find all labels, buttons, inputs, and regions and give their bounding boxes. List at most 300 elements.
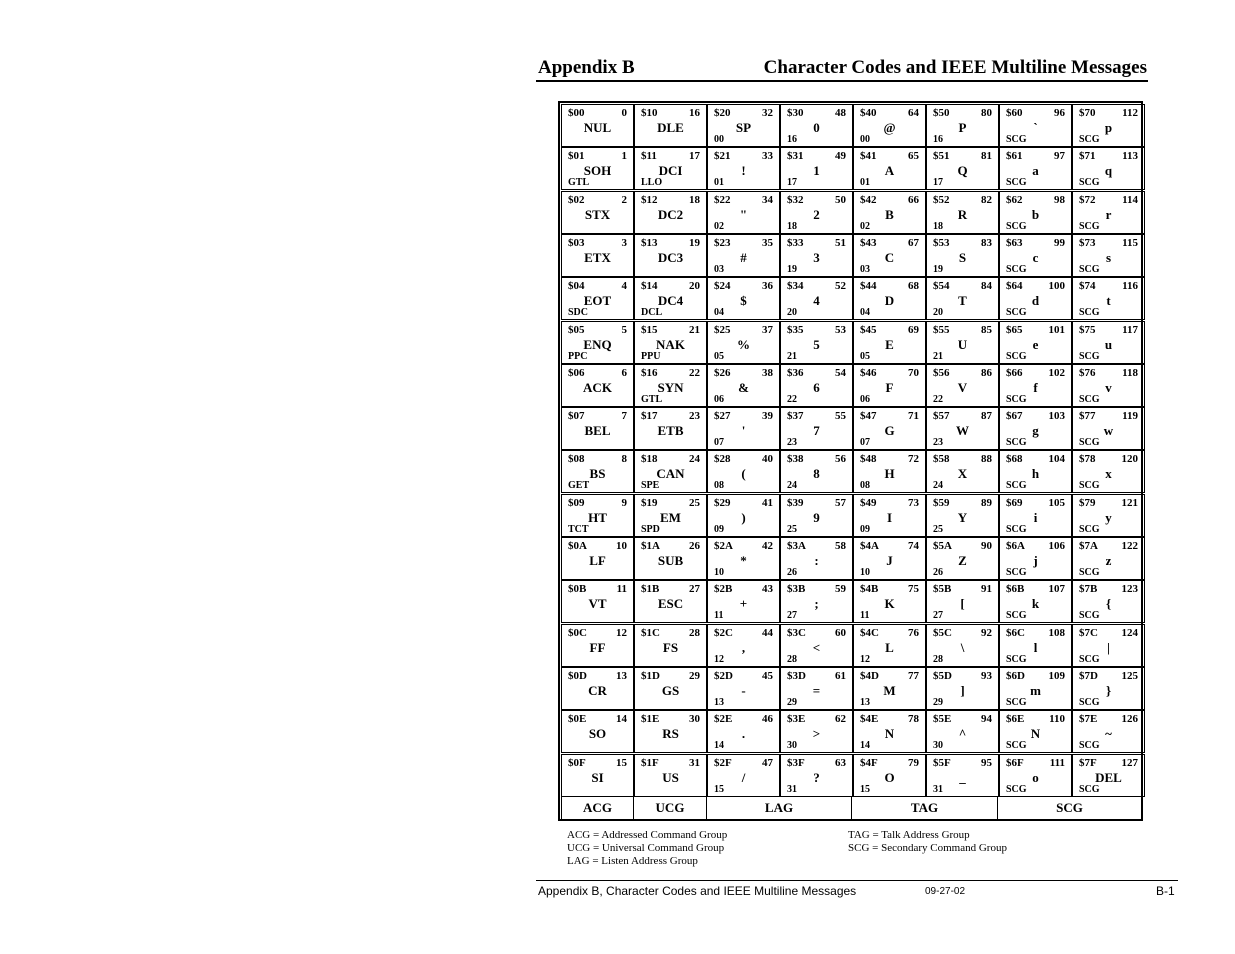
code-hex: $73 — [1079, 237, 1096, 249]
code-grid — [561, 104, 1142, 794]
code-address: SCG — [1006, 437, 1027, 448]
code-address: DCL — [641, 307, 663, 318]
code-cell — [926, 277, 999, 320]
code-hex: $6C — [1006, 627, 1025, 639]
code-decimal: 11 — [616, 583, 627, 595]
code-decimal: 122 — [1121, 540, 1138, 552]
code-address: 20 — [933, 307, 943, 318]
code-address: 24 — [933, 480, 943, 491]
code-cell — [1072, 147, 1145, 190]
code-decimal: 98 — [1054, 194, 1065, 206]
code-address: 14 — [714, 740, 724, 751]
code-character: H — [884, 466, 895, 481]
code-decimal: 107 — [1048, 583, 1065, 595]
code-decimal: 113 — [1122, 150, 1138, 162]
code-hex: $05 — [568, 324, 585, 336]
legend-ucg: UCG = Universal Command Group — [567, 842, 725, 854]
code-decimal: 59 — [835, 583, 846, 595]
code-hex: $18 — [641, 453, 658, 465]
group-scg: SCG — [997, 796, 1142, 820]
code-address: 19 — [933, 264, 943, 275]
code-character: SP — [735, 120, 752, 135]
code-character: SUB — [657, 553, 684, 568]
code-hex: $32 — [787, 194, 804, 206]
group-acg: ACG — [561, 796, 634, 820]
code-cell — [561, 494, 634, 537]
code-address: 05 — [714, 351, 724, 362]
code-hex: $11 — [641, 150, 657, 162]
code-decimal: 77 — [908, 670, 919, 682]
code-cell — [926, 191, 999, 234]
code-hex: $5B — [933, 583, 952, 595]
code-character: ^ — [958, 726, 967, 741]
code-cell — [1072, 754, 1145, 797]
code-decimal: 54 — [835, 367, 846, 379]
code-hex: $2E — [714, 713, 733, 725]
code-decimal: 92 — [981, 627, 992, 639]
code-decimal: 81 — [981, 150, 992, 162]
code-address: 00 — [860, 134, 870, 145]
code-cell — [561, 710, 634, 753]
code-decimal: 37 — [762, 324, 773, 336]
code-character: m — [1030, 683, 1041, 698]
code-character: b — [1031, 207, 1040, 222]
code-character: q — [1104, 163, 1113, 178]
code-character: 0 — [813, 120, 820, 135]
code-hex: $28 — [714, 453, 731, 465]
code-character: RS — [662, 726, 679, 741]
code-address: 12 — [860, 654, 870, 665]
code-hex: $7C — [1079, 627, 1098, 639]
code-cell — [780, 277, 853, 320]
code-cell — [707, 234, 780, 277]
code-cell — [926, 147, 999, 190]
legend-tag: TAG = Talk Address Group — [848, 829, 970, 841]
code-decimal: 71 — [908, 410, 919, 422]
page-header — [538, 57, 1147, 81]
code-character: x — [1105, 466, 1112, 481]
code-hex: $2A — [714, 540, 733, 552]
character-code-table — [558, 101, 1143, 821]
code-decimal: 12 — [616, 627, 627, 639]
code-character: CAN — [656, 466, 685, 481]
code-address: 23 — [787, 437, 797, 448]
code-hex: $6A — [1006, 540, 1025, 552]
code-decimal: 94 — [981, 713, 992, 725]
code-address: 27 — [787, 610, 797, 621]
code-decimal: 89 — [981, 497, 992, 509]
code-character: + — [739, 596, 748, 611]
code-decimal: 45 — [762, 670, 773, 682]
code-hex: $16 — [641, 367, 658, 379]
code-cell — [926, 537, 999, 580]
code-character: DC4 — [657, 293, 684, 308]
code-hex: $31 — [787, 150, 804, 162]
code-decimal: 21 — [689, 324, 700, 336]
code-hex: $2B — [714, 583, 733, 595]
code-cell — [707, 754, 780, 797]
code-character: DC2 — [657, 207, 684, 222]
code-character: z — [1105, 553, 1112, 568]
code-decimal: 88 — [981, 453, 992, 465]
code-character: US — [662, 770, 679, 785]
code-character: * — [740, 553, 747, 568]
code-decimal: 111 — [1049, 757, 1065, 769]
code-address: 31 — [787, 784, 797, 795]
code-cell — [561, 754, 634, 797]
code-character: R — [957, 207, 968, 222]
code-address: 20 — [787, 307, 797, 318]
code-character: 9 — [813, 510, 820, 525]
code-character: B — [885, 207, 894, 222]
code-hex: $08 — [568, 453, 585, 465]
code-decimal: 36 — [762, 280, 773, 292]
code-character: EOT — [583, 293, 612, 308]
code-decimal: 110 — [1049, 713, 1065, 725]
code-hex: $40 — [860, 107, 877, 119]
code-cell — [853, 450, 926, 493]
code-hex: $6F — [1006, 757, 1024, 769]
code-cell — [1072, 537, 1145, 580]
code-hex: $69 — [1006, 497, 1023, 509]
code-cell — [999, 494, 1072, 537]
code-hex: $44 — [860, 280, 877, 292]
code-cell — [707, 277, 780, 320]
code-hex: $38 — [787, 453, 804, 465]
code-decimal: 74 — [908, 540, 919, 552]
code-hex: $2D — [714, 670, 733, 682]
code-decimal: 109 — [1048, 670, 1065, 682]
code-address: SCG — [1079, 394, 1100, 405]
code-hex: $5C — [933, 627, 952, 639]
code-hex: $5F — [933, 757, 951, 769]
code-address: SCG — [1079, 480, 1100, 491]
code-character: Z — [958, 553, 967, 568]
code-cell — [780, 321, 853, 364]
code-hex: $6E — [1006, 713, 1025, 725]
code-character: X — [957, 466, 968, 481]
code-hex: $50 — [933, 107, 950, 119]
code-decimal: 127 — [1121, 757, 1138, 769]
code-character: GS — [661, 683, 680, 698]
code-cell — [707, 580, 780, 623]
code-character: [ — [960, 596, 965, 611]
code-hex: $64 — [1006, 280, 1023, 292]
code-address: SCG — [1079, 567, 1100, 578]
code-decimal: 10 — [616, 540, 627, 552]
code-decimal: 116 — [1122, 280, 1138, 292]
code-cell — [707, 667, 780, 710]
code-character: 1 — [813, 163, 820, 178]
code-hex: $14 — [641, 280, 658, 292]
code-decimal: 3 — [621, 237, 627, 249]
code-cell — [634, 710, 707, 753]
code-hex: $5A — [933, 540, 952, 552]
code-character: 2 — [813, 207, 820, 222]
code-hex: $0B — [568, 583, 587, 595]
code-decimal: 17 — [689, 150, 700, 162]
code-decimal: 90 — [981, 540, 992, 552]
code-hex: $12 — [641, 194, 658, 206]
code-hex: $07 — [568, 410, 585, 422]
code-address: SCG — [1006, 524, 1027, 535]
code-decimal: 19 — [689, 237, 700, 249]
code-character: I — [886, 510, 893, 525]
code-character: 6 — [813, 380, 820, 395]
code-cell — [853, 537, 926, 580]
code-hex: $43 — [860, 237, 877, 249]
code-hex: $6D — [1006, 670, 1025, 682]
code-hex: $56 — [933, 367, 950, 379]
code-address: GTL — [568, 177, 590, 188]
code-cell — [999, 104, 1072, 147]
code-cell — [999, 667, 1072, 710]
code-decimal: 52 — [835, 280, 846, 292]
code-decimal: 25 — [689, 497, 700, 509]
code-address: 13 — [714, 697, 724, 708]
code-address: 28 — [787, 654, 797, 665]
code-cell — [561, 147, 634, 190]
code-decimal: 86 — [981, 367, 992, 379]
code-hex: $3E — [787, 713, 806, 725]
code-address: 18 — [787, 221, 797, 232]
code-address: 21 — [787, 351, 797, 362]
code-cell — [634, 494, 707, 537]
code-decimal: 117 — [1122, 324, 1138, 336]
code-hex: $2F — [714, 757, 732, 769]
code-hex: $22 — [714, 194, 731, 206]
code-decimal: 73 — [908, 497, 919, 509]
code-cell — [561, 321, 634, 364]
code-address: 29 — [787, 697, 797, 708]
code-address: SCG — [1079, 221, 1100, 232]
code-cell — [1072, 104, 1145, 147]
code-hex: $3F — [787, 757, 805, 769]
code-character: # — [740, 250, 747, 265]
code-hex: $1B — [641, 583, 660, 595]
code-character: i — [1033, 510, 1038, 525]
code-decimal: 34 — [762, 194, 773, 206]
code-character: O — [884, 770, 895, 785]
code-hex: $0A — [568, 540, 587, 552]
code-decimal: 40 — [762, 453, 773, 465]
code-cell — [1072, 277, 1145, 320]
code-decimal: 47 — [762, 757, 773, 769]
code-character: @ — [883, 120, 896, 135]
code-character: ! — [741, 163, 746, 178]
code-address: SCG — [1079, 351, 1100, 362]
code-address: SCG — [1079, 134, 1100, 145]
code-hex: $53 — [933, 237, 950, 249]
code-decimal: 30 — [689, 713, 700, 725]
code-character: y — [1105, 510, 1112, 525]
code-decimal: 69 — [908, 324, 919, 336]
code-address: 04 — [714, 307, 724, 318]
code-character: FF — [589, 640, 606, 655]
code-hex: $33 — [787, 237, 804, 249]
code-decimal: 75 — [908, 583, 919, 595]
code-cell — [634, 667, 707, 710]
code-hex: $54 — [933, 280, 950, 292]
code-hex: $47 — [860, 410, 877, 422]
code-cell — [780, 147, 853, 190]
code-character: K — [884, 596, 895, 611]
code-character: / — [741, 770, 746, 785]
code-character: HT — [588, 510, 607, 525]
group-lag: LAG — [706, 796, 852, 820]
code-address: 18 — [933, 221, 943, 232]
code-decimal: 35 — [762, 237, 773, 249]
code-character: o — [1032, 770, 1039, 785]
code-hex: $09 — [568, 497, 585, 509]
code-address: SCG — [1006, 610, 1027, 621]
code-address: SCG — [1006, 394, 1027, 405]
code-address: SCG — [1006, 740, 1027, 751]
code-cell — [999, 147, 1072, 190]
code-character: M — [883, 683, 896, 698]
code-hex: $7F — [1079, 757, 1097, 769]
code-decimal: 102 — [1048, 367, 1065, 379]
code-address: 11 — [714, 610, 724, 621]
code-cell — [707, 364, 780, 407]
code-hex: $1F — [641, 757, 659, 769]
code-character: DLE — [657, 120, 684, 135]
code-cell — [634, 537, 707, 580]
code-hex: $24 — [714, 280, 731, 292]
code-decimal: 108 — [1048, 627, 1065, 639]
code-cell — [634, 104, 707, 147]
code-cell — [561, 407, 634, 450]
code-cell — [1072, 407, 1145, 450]
code-hex: $21 — [714, 150, 731, 162]
code-cell — [853, 494, 926, 537]
code-decimal: 50 — [835, 194, 846, 206]
code-character: Y — [957, 510, 968, 525]
code-decimal: 100 — [1048, 280, 1065, 292]
code-decimal: 82 — [981, 194, 992, 206]
code-decimal: 104 — [1048, 453, 1065, 465]
code-hex: $06 — [568, 367, 585, 379]
code-character: ) — [741, 510, 746, 525]
code-decimal: 95 — [981, 757, 992, 769]
group-ucg: UCG — [633, 796, 707, 820]
code-character: l — [1033, 640, 1038, 655]
code-hex: $75 — [1079, 324, 1096, 336]
code-cell — [853, 667, 926, 710]
code-hex: $74 — [1079, 280, 1096, 292]
code-character: STX — [584, 207, 611, 222]
code-address: 09 — [714, 524, 724, 535]
code-decimal: 27 — [689, 583, 700, 595]
code-character: | — [1107, 640, 1110, 655]
code-decimal: 123 — [1121, 583, 1138, 595]
code-address: SCG — [1079, 264, 1100, 275]
code-cell — [707, 191, 780, 234]
code-decimal: 61 — [835, 670, 846, 682]
code-character: & — [738, 380, 749, 395]
code-hex: $13 — [641, 237, 658, 249]
code-hex: $00 — [568, 107, 585, 119]
code-address: 07 — [714, 437, 724, 448]
code-cell — [926, 754, 999, 797]
code-hex: $20 — [714, 107, 731, 119]
code-decimal: 79 — [908, 757, 919, 769]
code-hex: $4E — [860, 713, 879, 725]
code-decimal: 53 — [835, 324, 846, 336]
code-decimal: 56 — [835, 453, 846, 465]
code-hex: $4A — [860, 540, 879, 552]
code-address: SCG — [1079, 784, 1100, 795]
code-cell — [561, 580, 634, 623]
code-hex: $5D — [933, 670, 952, 682]
code-hex: $04 — [568, 280, 585, 292]
code-cell — [780, 364, 853, 407]
code-character: r — [1105, 207, 1112, 222]
code-decimal: 41 — [762, 497, 773, 509]
code-decimal: 87 — [981, 410, 992, 422]
code-hex: $45 — [860, 324, 877, 336]
code-character: g — [1032, 423, 1039, 438]
code-cell — [634, 277, 707, 320]
code-address: 19 — [787, 264, 797, 275]
code-cell — [999, 364, 1072, 407]
code-hex: $35 — [787, 324, 804, 336]
code-address: SPE — [641, 480, 660, 491]
code-cell — [926, 624, 999, 667]
code-character: ~ — [1105, 726, 1112, 741]
code-decimal: 65 — [908, 150, 919, 162]
code-cell — [853, 407, 926, 450]
code-decimal: 20 — [689, 280, 700, 292]
code-character: } — [1105, 683, 1112, 698]
code-cell — [780, 667, 853, 710]
code-decimal: 44 — [762, 627, 773, 639]
code-decimal: 105 — [1048, 497, 1065, 509]
code-character: p — [1104, 120, 1113, 135]
code-decimal: 97 — [1054, 150, 1065, 162]
code-character: ETX — [584, 250, 611, 265]
code-address: 06 — [860, 394, 870, 405]
code-decimal: 33 — [762, 150, 773, 162]
code-decimal: 28 — [689, 627, 700, 639]
code-cell — [707, 104, 780, 147]
code-cell — [634, 754, 707, 797]
code-character: d — [1031, 293, 1040, 308]
code-character: LF — [589, 553, 606, 568]
code-hex: $71 — [1079, 150, 1096, 162]
code-cell — [634, 147, 707, 190]
code-address: 23 — [933, 437, 943, 448]
code-decimal: 60 — [835, 627, 846, 639]
code-decimal: 115 — [1122, 237, 1138, 249]
code-address: SCG — [1006, 264, 1027, 275]
code-character: ` — [1033, 120, 1038, 135]
code-character: c — [1032, 250, 1039, 265]
code-hex: $6B — [1006, 583, 1025, 595]
code-character: 7 — [813, 423, 820, 438]
code-cell — [1072, 494, 1145, 537]
legend-right — [848, 829, 1007, 855]
code-cell — [561, 277, 634, 320]
code-cell — [1072, 321, 1145, 364]
code-address: 17 — [787, 177, 797, 188]
code-character: ] — [960, 683, 965, 698]
legend-scg: SCG = Secondary Command Group — [848, 842, 1007, 854]
code-character: . — [741, 726, 746, 741]
code-character: U — [957, 337, 968, 352]
code-decimal: 6 — [621, 367, 627, 379]
code-character: w — [1103, 423, 1114, 438]
